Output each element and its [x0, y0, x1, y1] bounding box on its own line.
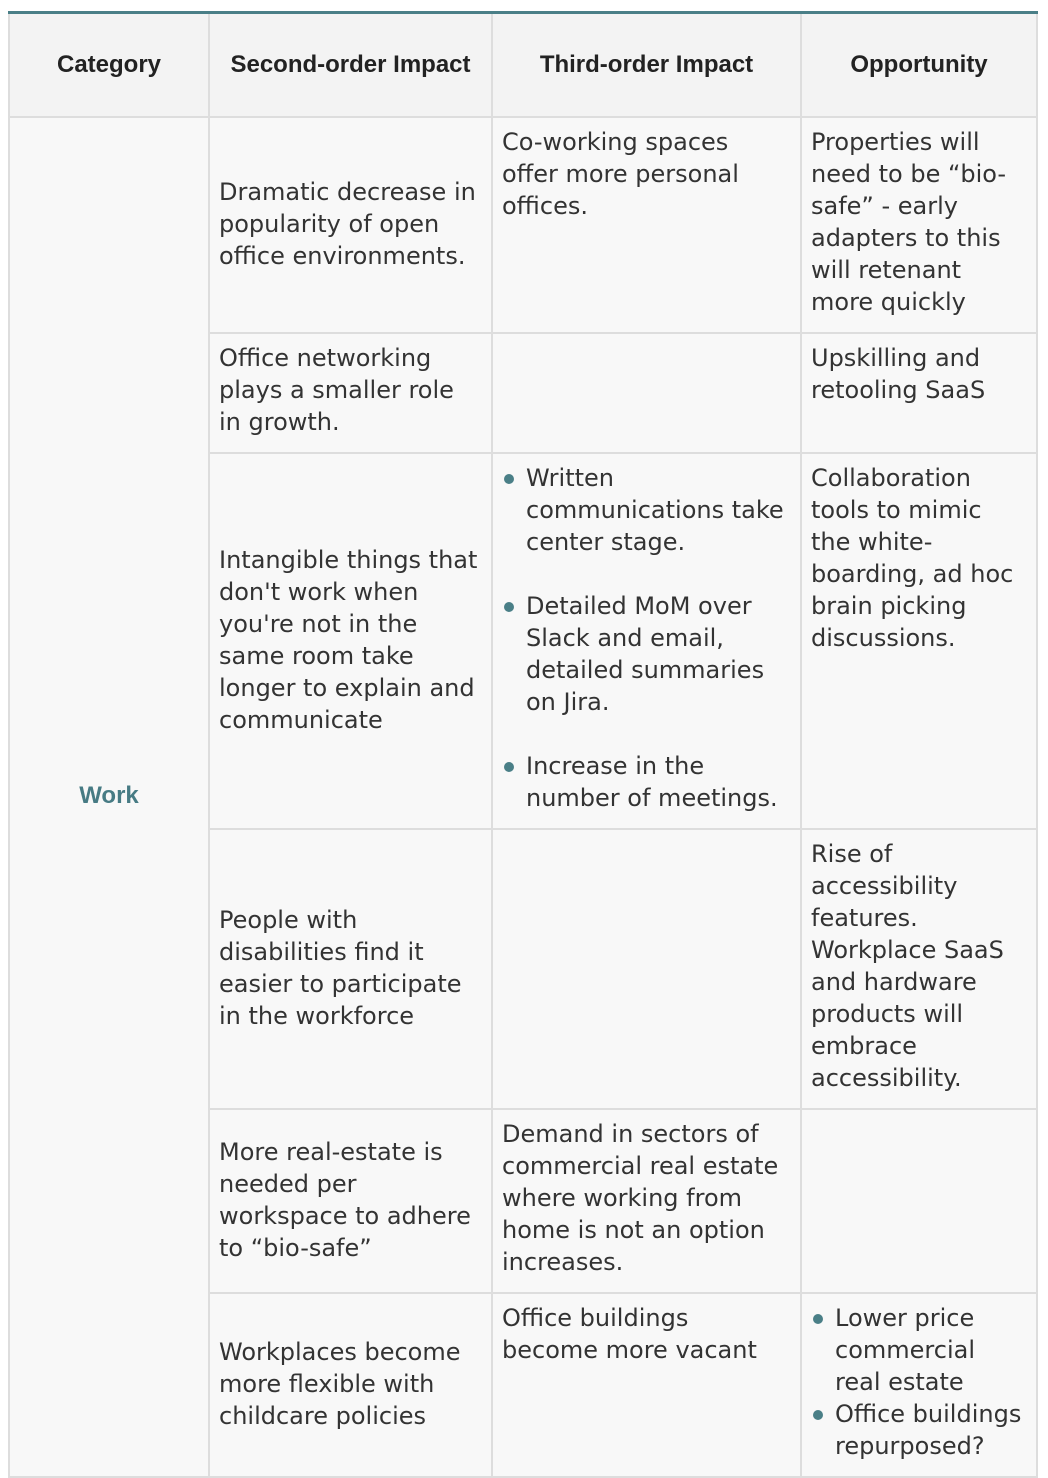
opportunity-bullet-list: [811, 1302, 1027, 1462]
opportunity-cell: Rise of accessibility features. Workplace SaaS and hardware products will embrace accessibility.: [801, 829, 1037, 1109]
second-order-cell: More real-estate is needed per workspace to adhere to “bio-safe”: [209, 1109, 492, 1293]
header-second-order-impact: Second-order Impact: [209, 13, 492, 118]
second-order-cell: Workplaces become more flexible with childcare policies: [209, 1293, 492, 1477]
opportunity-cell: Upskilling and retooling SaaS: [801, 333, 1037, 453]
third-order-cell: Co-working spaces offer more personal offices.: [492, 117, 801, 333]
second-order-cell: Intangible things that don't work when you're not in the same room take longer to explain and communicate: [209, 453, 492, 829]
header-opportunity: Opportunity: [801, 13, 1037, 118]
header-third-order-impact: Third-order Impact: [492, 13, 801, 118]
header-row: [9, 13, 1037, 118]
bullet-item: Written communications take center stage.: [502, 462, 791, 558]
third-order-cell: [492, 829, 801, 1109]
third-order-cell: [492, 453, 801, 829]
third-order-bullet-list: [502, 462, 791, 814]
second-order-cell: People with disabilities find it easier to participate in the workforce: [209, 829, 492, 1109]
second-order-cell: Dramatic decrease in popularity of open office environments.: [209, 117, 492, 333]
bullet-item: Lower price commercial real estate: [811, 1302, 1027, 1398]
opportunity-cell: Collaboration tools to mimic the white-boarding, ad hoc brain picking discussions.: [801, 453, 1037, 829]
header-category: Category: [9, 13, 209, 118]
third-order-cell: Demand in sectors of commercial real estate where working from home is not an option increases.: [492, 1109, 801, 1293]
opportunity-cell: [801, 1293, 1037, 1477]
bullet-item: Office buildings repurposed?: [811, 1398, 1027, 1462]
second-order-cell: Office networking plays a smaller role in growth.: [209, 333, 492, 453]
opportunity-cell: [801, 1109, 1037, 1293]
impact-table: [8, 11, 1038, 1478]
impact-table-container: [8, 11, 1036, 1478]
bullet-item: Increase in the number of meetings.: [502, 750, 791, 814]
table-row: [9, 117, 1037, 333]
third-order-cell: [492, 333, 801, 453]
category-cell-work: Work: [9, 117, 209, 1477]
bullet-item: Detailed MoM over Slack and email, detailed summaries on Jira.: [502, 590, 791, 718]
third-order-cell: Office buildings become more vacant: [492, 1293, 801, 1477]
opportunity-cell: Properties will need to be “bio-safe” - early adapters to this will retenant more quickly: [801, 117, 1037, 333]
